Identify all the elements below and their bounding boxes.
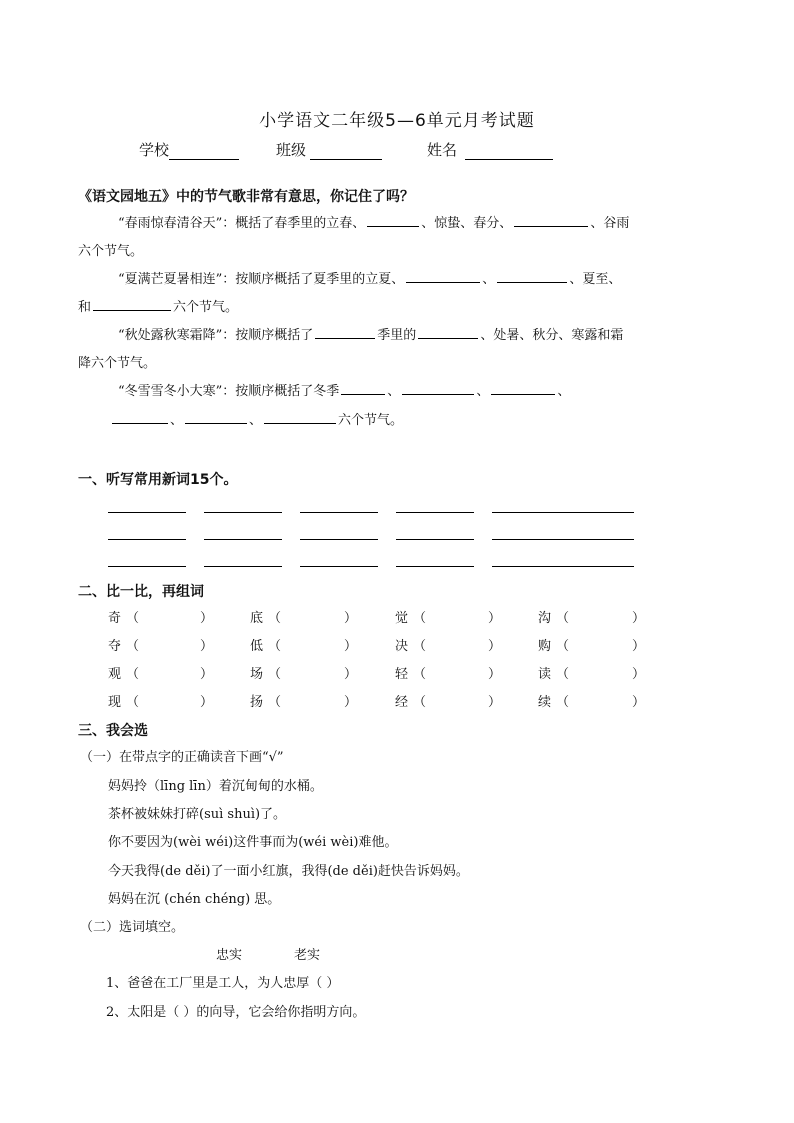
dictation-line[interactable] (204, 566, 282, 567)
paren-close[interactable]: ） (200, 611, 214, 626)
pinyin-item[interactable]: 今天我得(de děi)了一面小红旗，我得(de děi)赶快告诉妈妈。 (108, 864, 469, 879)
paren-close[interactable]: ） (488, 611, 502, 626)
compare-char: 经 (395, 695, 409, 710)
spring-text-b: 、惊蛰、春分、 (421, 216, 513, 231)
dictation-line[interactable] (492, 539, 634, 540)
winter-text-e: 、 (170, 413, 184, 428)
summer-text-e: 六个节气。 (173, 300, 239, 315)
summer-text-a: “夏满芒夏暑相连”：按顺序概括了夏季里的立夏、 (118, 272, 405, 287)
paren-open: （ (413, 611, 427, 626)
autumn-blank-1[interactable] (315, 326, 375, 339)
compare-char: 底 (250, 611, 264, 626)
spring-blank-2[interactable] (514, 214, 588, 227)
dictation-line[interactable] (300, 539, 378, 540)
dictation-line[interactable] (204, 539, 282, 540)
compare-char: 决 (395, 639, 409, 654)
spring-text-d: 六个节气。 (78, 244, 144, 259)
winter-blank-3[interactable] (491, 382, 555, 395)
autumn-text-d: 降六个节气。 (78, 356, 157, 371)
word-option: 老实 (294, 948, 321, 963)
intro-paragraph-summer (78, 266, 718, 322)
paren-open: （ (556, 639, 570, 654)
section3-sub2-title: （二）选词填空。 (80, 920, 185, 935)
paren-close[interactable]: ） (632, 667, 646, 682)
school-blank[interactable] (169, 145, 239, 160)
compare-char: 观 (108, 667, 122, 682)
winter-text-a: “冬雪雪冬小大寒”：按顺序概括了冬季 (118, 384, 340, 399)
dictation-line[interactable] (108, 512, 186, 513)
paren-open: （ (268, 611, 282, 626)
dictation-line[interactable] (108, 539, 186, 540)
compare-char: 读 (538, 667, 552, 682)
compare-char: 沟 (538, 611, 552, 626)
paren-open: （ (413, 639, 427, 654)
name-label: 姓名 (427, 141, 458, 159)
class-label: 班级 (276, 141, 307, 159)
paren-close[interactable]: ） (344, 611, 358, 626)
intro-paragraph-autumn (78, 322, 718, 378)
dictation-line[interactable] (492, 512, 634, 513)
paren-close[interactable]: ） (344, 639, 358, 654)
section2-heading: 二、比一比，再组词 (78, 584, 204, 600)
dictation-line[interactable] (300, 566, 378, 567)
autumn-text-b: 季里的 (377, 328, 417, 343)
fill-item[interactable]: 2、太阳是（ ）的向导，它会给你指明方向。 (106, 1005, 366, 1020)
paren-close[interactable]: ） (344, 695, 358, 710)
word-option: 忠实 (216, 948, 243, 963)
spring-blank-1[interactable] (367, 214, 419, 227)
winter-text-d: 、 (557, 384, 571, 399)
compare-char: 购 (538, 639, 552, 654)
winter-text-b: 、 (387, 384, 401, 399)
dictation-line[interactable] (108, 566, 186, 567)
autumn-text-c: 、处暑、秋分、寒露和霜 (480, 328, 624, 343)
winter-text-g: 六个节气。 (338, 413, 404, 428)
paren-open: （ (556, 611, 570, 626)
dictation-line[interactable] (396, 512, 474, 513)
pinyin-item[interactable]: 茶杯被妹妹打碎(suì shuì)了。 (108, 807, 287, 822)
paren-close[interactable]: ） (632, 695, 646, 710)
class-field (276, 139, 382, 160)
pinyin-item[interactable]: 你不要因为(wèi wéi)这件事而为(wéi wèi)难他。 (108, 835, 398, 850)
name-blank[interactable] (465, 145, 553, 160)
dictation-line[interactable] (300, 512, 378, 513)
summer-text-b: 、 (482, 272, 496, 287)
paren-open: （ (268, 667, 282, 682)
paren-open: （ (556, 667, 570, 682)
summer-blank-2[interactable] (497, 270, 567, 283)
school-label: 学校 (139, 141, 170, 159)
winter-blank-5[interactable] (185, 411, 247, 424)
compare-char: 扬 (250, 695, 264, 710)
compare-char: 低 (250, 639, 264, 654)
intro-paragraph-spring (78, 210, 718, 266)
paren-close[interactable]: ） (200, 695, 214, 710)
name-field (427, 139, 553, 160)
spring-text-a: “春雨惊春清谷天”：概括了春季里的立春、 (118, 216, 366, 231)
fill-item[interactable]: 1、爸爸在工厂里是工人，为人忠厚（ ） (106, 976, 340, 991)
spring-text-c: 、谷雨 (590, 216, 630, 231)
winter-text-c: 、 (476, 384, 490, 399)
paren-open: （ (268, 695, 282, 710)
autumn-text-a: “秋处露秋寒霜降”：按顺序概括了 (118, 328, 314, 343)
paren-open: （ (126, 667, 140, 682)
paren-open: （ (126, 611, 140, 626)
paren-close[interactable]: ） (344, 667, 358, 682)
intro-paragraph-winter (78, 378, 718, 406)
compare-char: 觉 (395, 611, 409, 626)
dictation-line[interactable] (492, 566, 634, 567)
compare-char: 场 (250, 667, 264, 682)
paren-close[interactable]: ） (632, 611, 646, 626)
paren-close[interactable]: ） (632, 639, 646, 654)
paren-close[interactable]: ） (488, 695, 502, 710)
class-blank[interactable] (310, 145, 382, 160)
summer-text-d: 和 (78, 300, 92, 315)
compare-char: 轻 (395, 667, 409, 682)
section3-sub1-title: （一）在带点字的正确读音下画“√” (80, 750, 284, 765)
intro-heading: 《语文园地五》中的节气歌非常有意思，你记住了吗？ (78, 189, 414, 205)
paren-open: （ (413, 667, 427, 682)
pinyin-item[interactable]: 妈妈在沉 (chén chéng) 思。 (108, 892, 281, 907)
winter-blank-1[interactable] (341, 382, 385, 395)
summer-blank-1[interactable] (406, 270, 480, 283)
winter-text-f: 、 (249, 413, 263, 428)
paren-open: （ (268, 639, 282, 654)
dictation-line[interactable] (396, 539, 474, 540)
paren-open: （ (556, 695, 570, 710)
section3-heading: 三、我会选 (78, 723, 148, 739)
winter-blank-6[interactable] (264, 411, 336, 424)
page-title: 小学语文二年级5—6单元月考试题 (259, 111, 535, 131)
school-field (139, 139, 239, 160)
paren-open: （ (126, 639, 140, 654)
winter-blank-4[interactable] (112, 411, 168, 424)
autumn-blank-2[interactable] (418, 326, 478, 339)
paren-open: （ (413, 695, 427, 710)
paren-open: （ (126, 695, 140, 710)
section1-heading: 一、听写常用新词15个。 (78, 472, 238, 488)
pinyin-item[interactable]: 妈妈拎（līng līn）着沉甸甸的水桶。 (108, 779, 323, 794)
paren-close[interactable]: ） (200, 667, 214, 682)
winter-blank-2[interactable] (402, 382, 474, 395)
compare-char: 奇 (108, 611, 122, 626)
dictation-line[interactable] (396, 566, 474, 567)
summer-blank-3[interactable] (93, 298, 171, 311)
paren-close[interactable]: ） (488, 667, 502, 682)
summer-text-c: 、夏至、 (569, 272, 622, 287)
intro-paragraph-winter-cont (110, 407, 750, 435)
compare-char: 夺 (108, 639, 122, 654)
paren-close[interactable]: ） (488, 639, 502, 654)
compare-char: 续 (538, 695, 552, 710)
paren-close[interactable]: ） (200, 639, 214, 654)
dictation-line[interactable] (204, 512, 282, 513)
compare-char: 现 (108, 695, 122, 710)
